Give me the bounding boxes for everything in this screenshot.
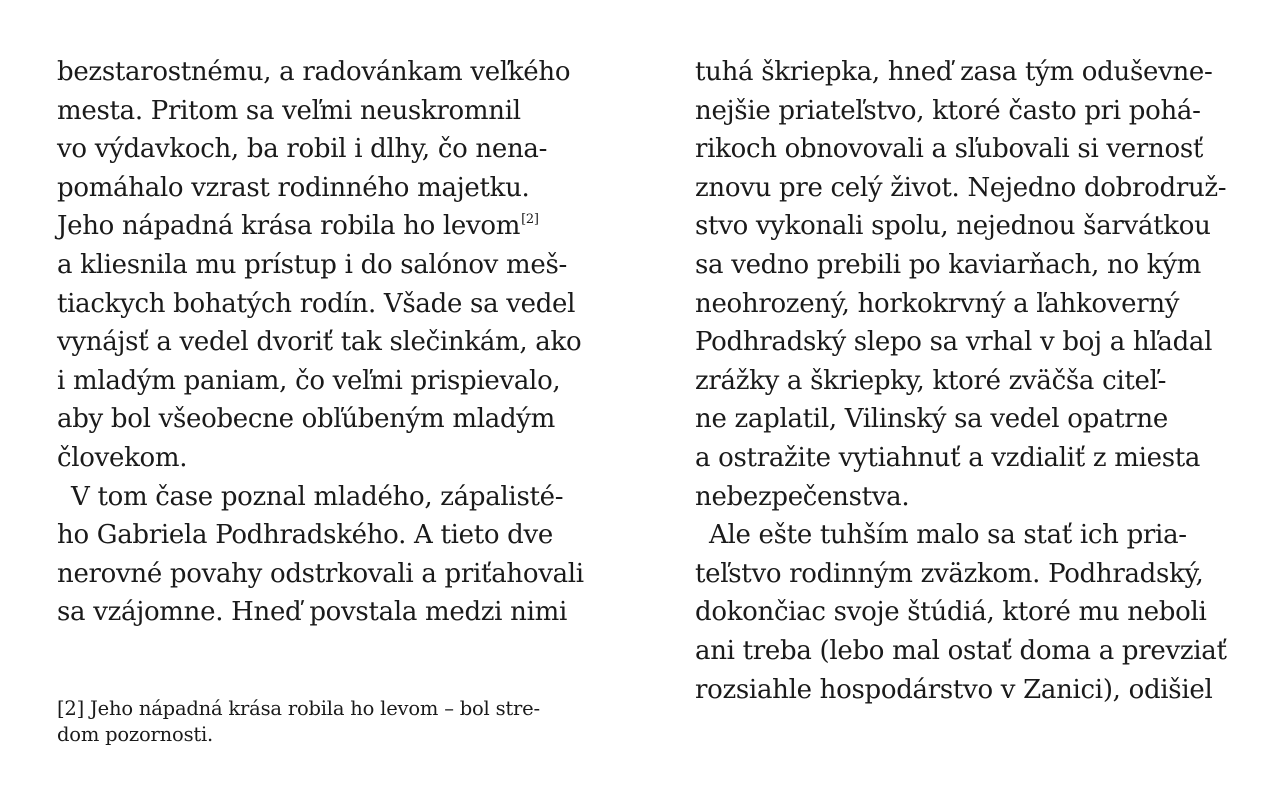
text-line: stvo vykonali spolu, nejednou šarvátkou (695, 211, 1211, 242)
paragraph-start-line: V tom čase poznal mladého, zápalisté- (71, 481, 564, 512)
footnote-reference[interactable]: [2] (521, 212, 539, 228)
text-line: vynájsť a vedel dvoriť tak slečinkám, ako (57, 327, 582, 358)
right-text-column (695, 53, 1255, 709)
footnote-line: [2] Jeho nápadná krása robila ho levom – bol stre- (57, 697, 540, 720)
text-line: tiackych bohatých rodín. Všade sa vedel (57, 288, 576, 319)
text-line: a ostražite vytiahnuť a vzdialiť z miesta (695, 442, 1201, 473)
text-line: ani treba (lebo mal ostať doma a prevziať (695, 635, 1227, 666)
text-line: bezstarostnému, a radovánkam veľkého (57, 57, 571, 87)
text-line: nebezpečenstva. (695, 481, 910, 512)
text-line: sa vedno prebili po kaviarňach, no kým (695, 249, 1201, 280)
text-line: aby bol všeobecne obľúbeným mladým (57, 404, 556, 435)
text-line: pomáhalo vzrast rodinného majetku. (57, 172, 530, 203)
text-line: rikoch obnovovali a sľubovali si vernosť (695, 134, 1204, 165)
text-line: dokončiac svoje štúdiá, ktoré mu neboli (695, 597, 1207, 628)
text-line: i mladým paniam, čo veľmi prispievalo, (57, 365, 561, 396)
text-line: Jeho nápadná krása robila ho levom (57, 211, 521, 242)
text-line: mesta. Pritom sa veľmi neuskromnil (57, 95, 521, 126)
text-line: a kliesnila mu prístup i do salónov meš- (57, 249, 567, 280)
text-line: tuhá škriepka, hneď zasa tým oduševne- (695, 57, 1213, 87)
text-line: teľstvo rodinným zväzkom. Podhradský, (695, 558, 1204, 589)
text-line: nerovné povahy odstrkovali a priťahovali (57, 558, 584, 589)
footnote-line: dom pozornosti. (57, 723, 214, 746)
text-line: ho Gabriela Podhradského. A tieto dve (57, 520, 553, 551)
footnote (57, 696, 577, 748)
left-text-column (57, 53, 617, 632)
text-line: človekom. (57, 442, 188, 473)
text-line: ne zaplatil, Vilinský sa vedel opatrne (695, 404, 1168, 435)
text-line: vo výdavkoch, ba robil i dlhy, čo nena- (57, 134, 548, 165)
text-line: nejšie priateľstvo, ktoré často pri pohá- (695, 95, 1201, 126)
text-line-with-footnote-ref (57, 207, 617, 246)
text-line: rozsiahle hospodárstvo v Zanici), odišiel (695, 674, 1213, 705)
text-line: znovu pre celý život. Nejedno dobrodruž- (695, 172, 1227, 203)
paragraph-start-line: Ale ešte tuhším malo sa stať ich pria- (709, 520, 1187, 551)
text-line: neohrozený, horkokrvný a ľahkoverný (695, 288, 1180, 319)
text-line: zrážky a škriepky, ktoré zväčša citeľ- (695, 365, 1167, 396)
text-line: Podhradský slepo sa vrhal v boj a hľadal (695, 327, 1213, 358)
left-page (0, 0, 584, 800)
right-page (640, 0, 1227, 800)
text-line: sa vzájomne. Hneď povstala medzi nimi (57, 597, 567, 628)
